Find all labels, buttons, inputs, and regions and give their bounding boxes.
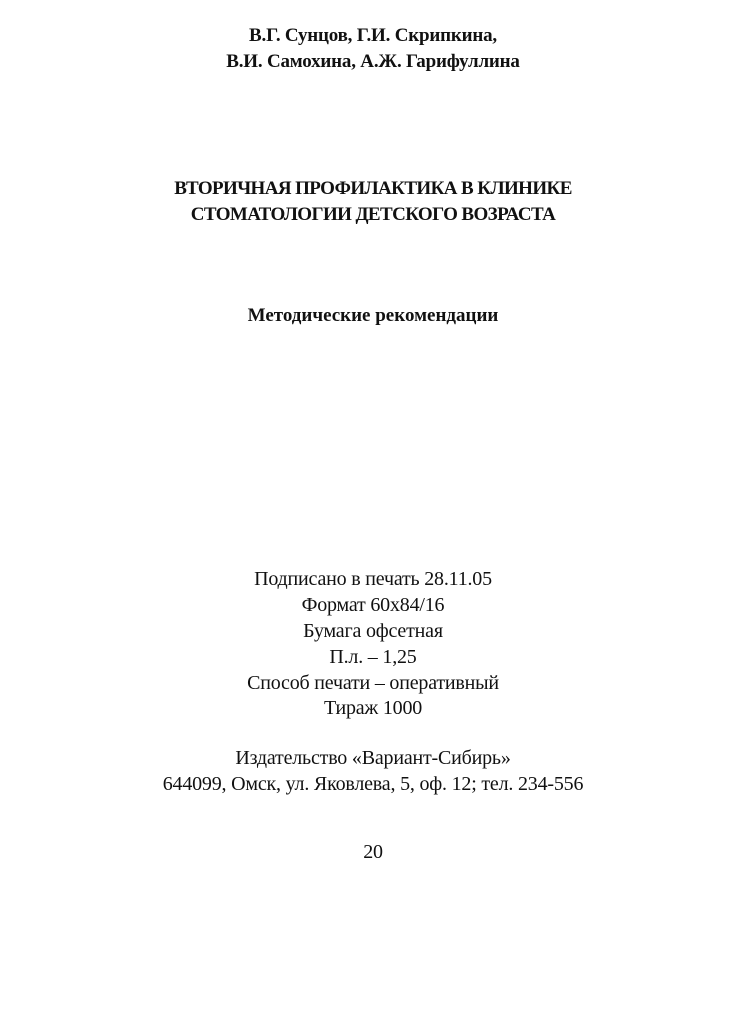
imprint-paper: Бумага офсетная (303, 620, 443, 642)
title-line-1: ВТОРИЧНАЯ ПРОФИЛАКТИКА В КЛИНИКЕ (174, 178, 572, 199)
page-number: 20 (363, 841, 383, 863)
imprint-signed-date: Подписано в печать 28.11.05 (254, 568, 492, 590)
title-line-2: СТОМАТОЛОГИИ ДЕТСКОГО ВОЗРАСТА (190, 204, 556, 225)
publisher-address: 644099, Омск, ул. Яковлева, 5, оф. 12; тел. 234-556 (162, 773, 584, 795)
imprint-format: Формат 60х84/16 (301, 594, 445, 616)
imprint-print-method: Способ печати – оперативный (247, 672, 499, 694)
imprint-circulation: Тираж 1000 (323, 697, 423, 719)
authors-line-1: В.Г. Сунцов, Г.И. Скрипкина, (249, 25, 497, 46)
imprint-sheets: П.л. – 1,25 (329, 646, 417, 668)
subtitle: Методические рекомендации (247, 305, 499, 326)
publisher-name: Издательство «Вариант-Сибирь» (235, 747, 511, 769)
authors-line-2: В.И. Самохина, А.Ж. Гарифуллина (226, 51, 520, 72)
